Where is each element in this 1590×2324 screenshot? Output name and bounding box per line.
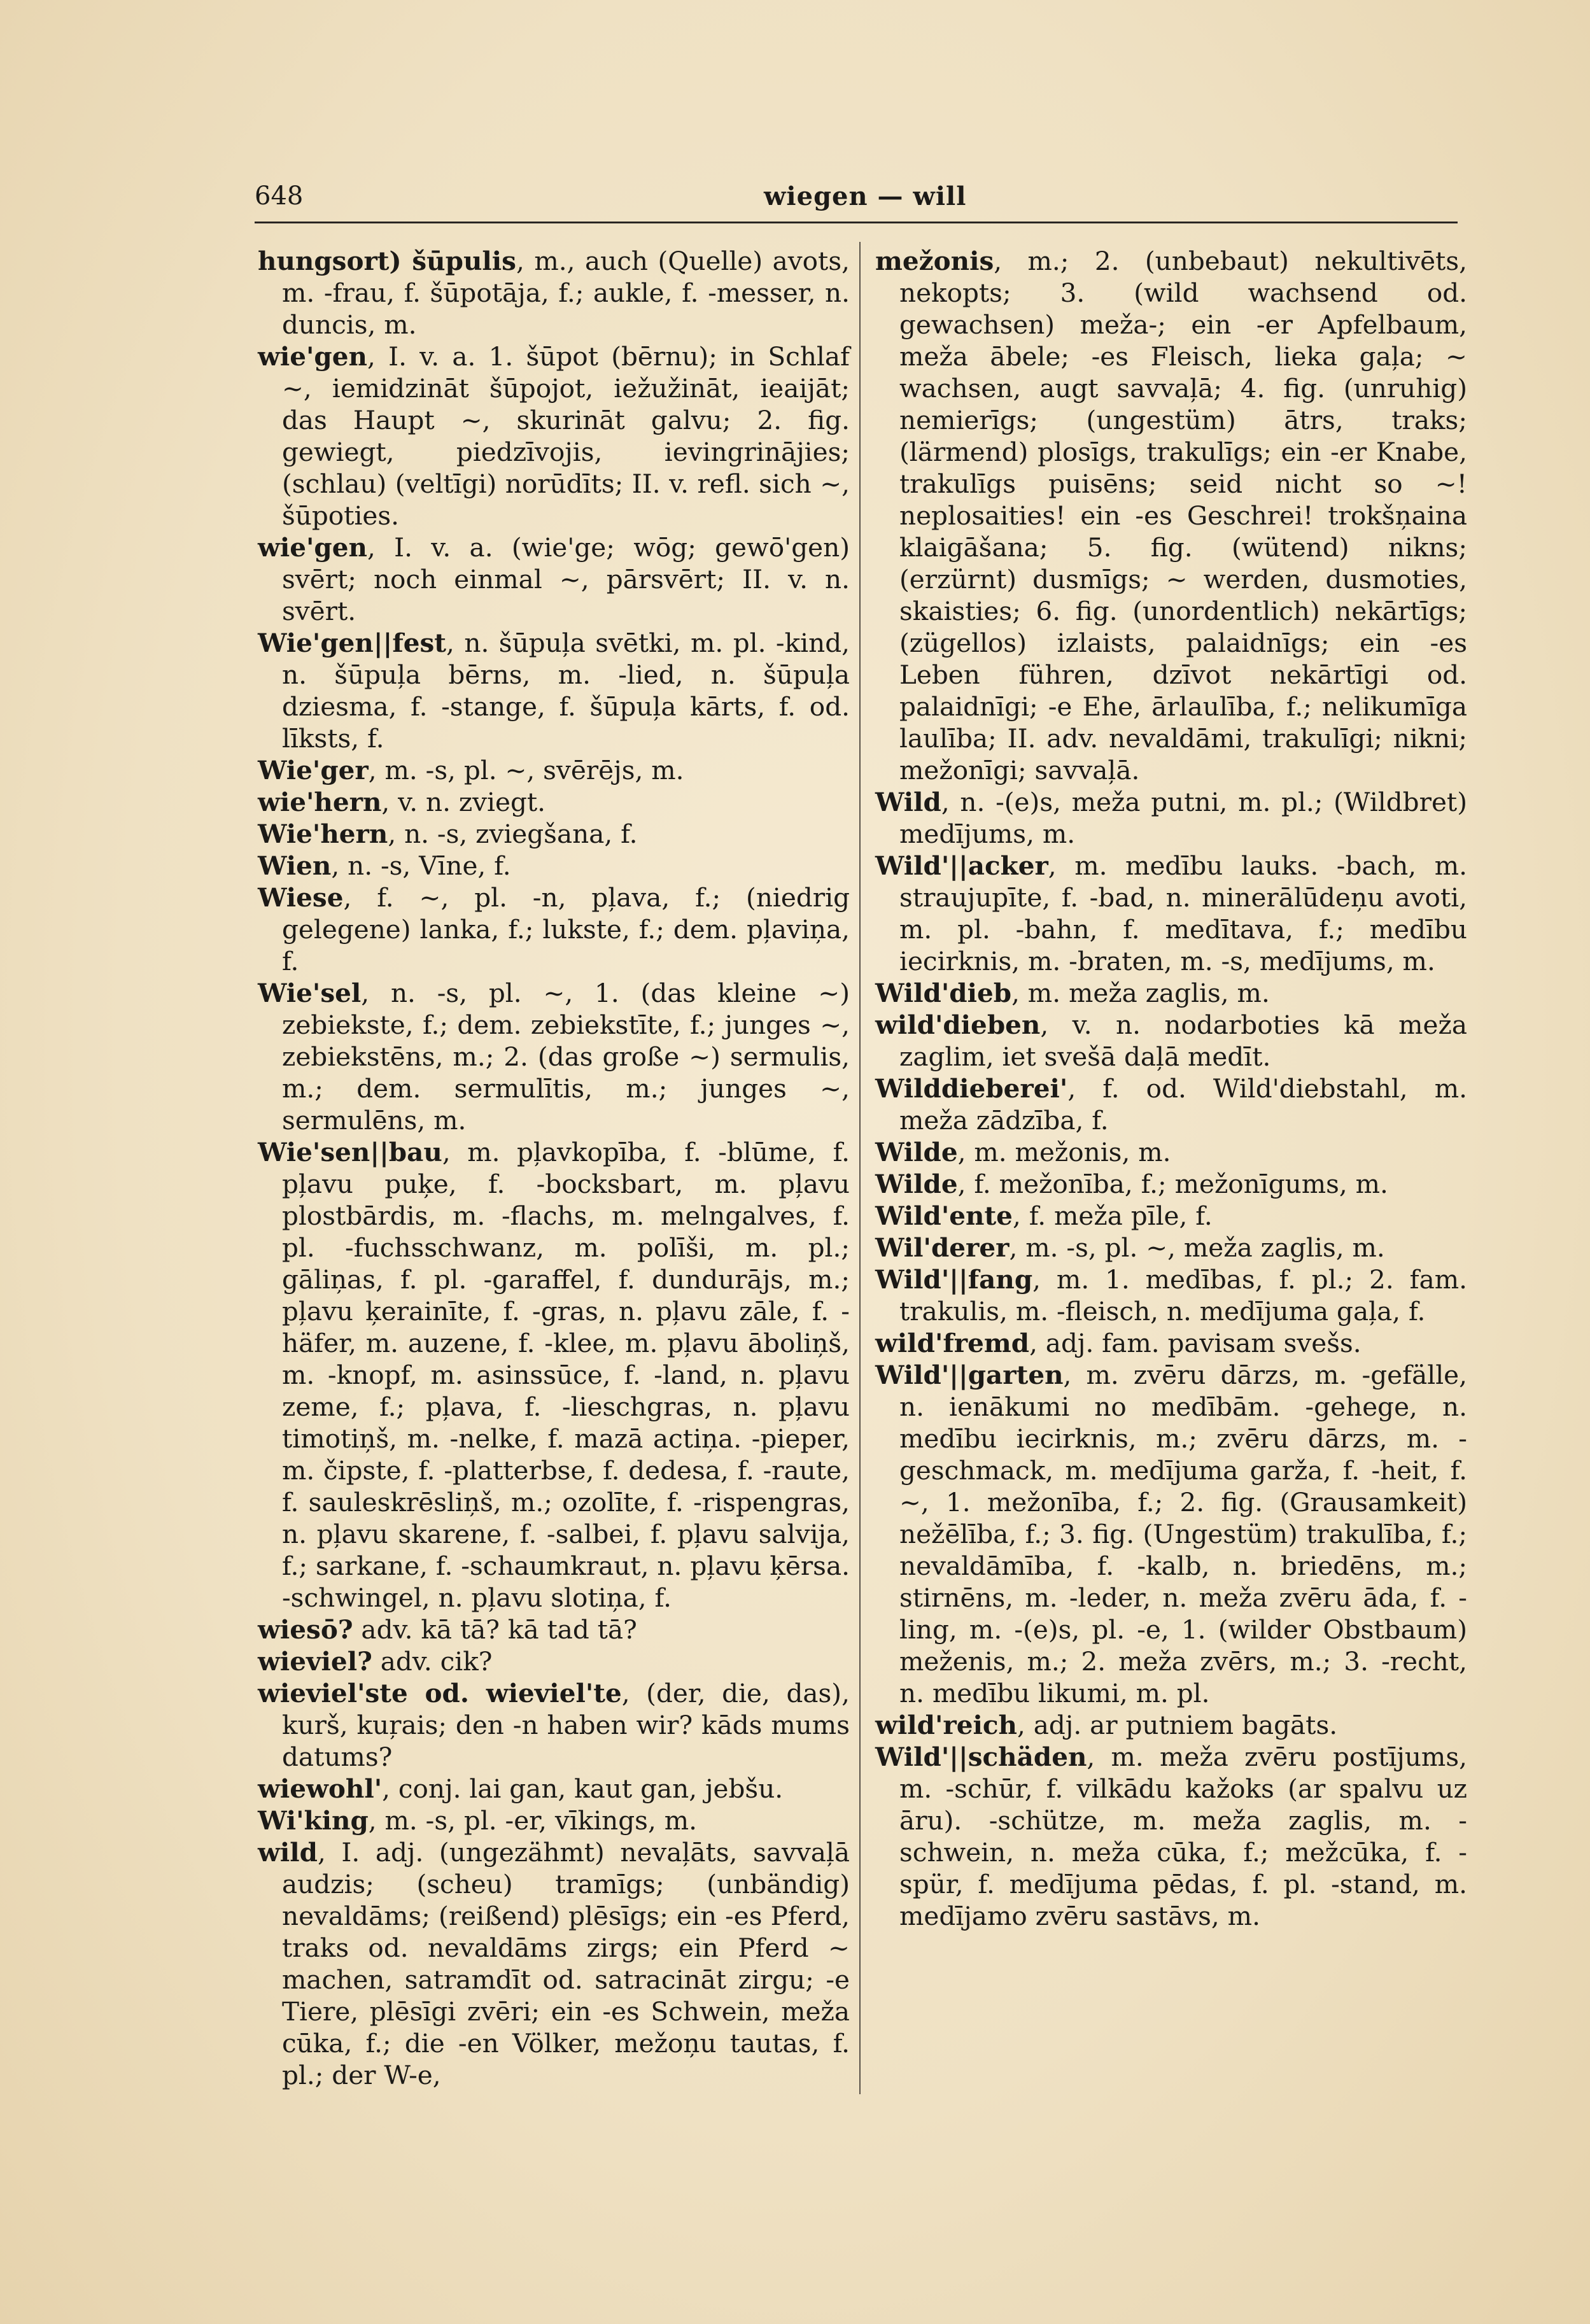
left-column	[258, 245, 850, 2155]
column-divider	[859, 242, 861, 2094]
page-header	[255, 181, 1458, 226]
dictionary-entry: hungsort) šūpulis, m., auch (Quelle) avots, m. -frau, f. šūpotāja, f.; aukle, f. -messer, n. duncis, m.	[258, 246, 850, 340]
dictionary-entry: Wiese, f. ~, pl. -n, pļava, f.; (niedrig gelegene) lanka, f.; lukste, f.; dem. pļaviņa, f.	[258, 882, 850, 976]
dictionary-entry: Wilde, f. mežonība, f.; mežonīgums, m.	[875, 1169, 1388, 1199]
right-column	[875, 245, 1467, 2155]
dictionary-entry: wild'fremd, adj. fam. pavisam svešs.	[875, 1328, 1361, 1358]
dictionary-entry: wie'gen, I. v. a. 1. šūpot (bērnu); in Schlaf ~, iemidzināt šūpojot, iežužināt, ieaijāt; das Haupt ~, skurināt galvu; 2. fig. gewiegt, piedzīvojis, ievingrinājies; (schlau) (veltīgi) norūdīts; II. v. refl. sich ~, šūpoties.	[258, 341, 850, 531]
dictionary-entry: Wild'||acker, m. medību lauks. -bach, m. straujupīte, f. -bad, n. minerālūdeņu avoti, m. pl. -bahn, f. medītava, f.; medību iecirknis, m. -braten, m. -s, medījums, m.	[875, 850, 1467, 976]
dictionary-entry: Wie'gen||fest, n. šūpuļa svētki, m. pl. -kind, n. šūpuļa bērns, m. -lied, n. šūpuļa dziesma, f. -stange, f. šūpuļa kārts, f. od. līksts, f.	[258, 628, 850, 754]
dictionary-entry: Wie'hern, n. -s, zviegšana, f.	[258, 819, 638, 849]
dictionary-entry: Wie'sel, n. -s, pl. ~, 1. (das kleine ~) zebiekste, f.; dem. zebiekstīte, f.; junges ~, zebiekstēns, m.; 2. (das große ~) sermulis, m.; dem. sermulītis, m.; junges ~, sermulēns, m.	[258, 978, 850, 1136]
dictionary-entry: wild, I. adj. (ungezähmt) nevaļāts, savvaļā audzis; (scheu) tramīgs; (unbändig) nevaldāms; (reißend) plēsīgs; ein -es Pferd, traks od. nevaldāms zirgs; ein Pferd ~ machen, satramdīt od. satracināt zirgu; -e Tiere, plēsīgi zvēri; ein -es Schwein, meža cūka, f.; die -en Völker, mežoņu tautas, f. pl.; der W-e,	[258, 1837, 850, 2090]
dictionary-entry: wiesō? adv. kā tā? kā tad tā?	[258, 1614, 637, 1645]
dictionary-entry: Wild, n. -(e)s, meža putni, m. pl.; (Wildbret) medījums, m.	[875, 787, 1467, 849]
page-number: 648	[255, 181, 304, 211]
header-rule	[255, 222, 1458, 223]
dictionary-entry: Wild'dieb, m. meža zaglis, m.	[875, 978, 1270, 1008]
dictionary-entry: wieviel'ste od. wieviel'te, (der, die, das), kurš, kuŗais; den -n haben wir? kāds mums datums?	[258, 1678, 850, 1772]
dictionary-entry: wild'reich, adj. ar putniem bagāts.	[875, 1710, 1338, 1740]
dictionary-entry: Wild'||fang, m. 1. medības, f. pl.; 2. fam. trakulis, m. -fleisch, n. medījuma gaļa, f.	[875, 1264, 1467, 1327]
dictionary-entry: Wild'||schäden, m. meža zvēru postījums, m. -schūr, f. vilkādu kažoks (ar spalvu uz āru). -schütze, m. meža zaglis, m. -schwein, n. meža cūka, f.; mežcūka, f. -spür, f. medījuma pēdas, f. pl. -stand, m. medījamo zvēru sastāvs, m.	[875, 1742, 1467, 1931]
dictionary-entry: wie'gen, I. v. a. (wie'ge; wōg; gewō'gen) svērt; noch einmal ~, pārsvērt; II. v. n. svērt.	[258, 532, 850, 626]
running-head: wiegen — will	[764, 181, 967, 211]
dictionary-entry: Wild'ente, f. meža pīle, f.	[875, 1201, 1213, 1231]
dictionary-entry: mežonis, m.; 2. (unbebaut) nekultivēts, nekopts; 3. (wild wachsend od. gewachsen) meža-; ein -er Apfelbaum, meža ābele; -es Fleisch, lieka gaļa; ~ wachsen, augt savvaļā; 4. fig. (unruhig) nemierīgs; (ungestüm) ātrs, traks; (lärmend) plosīgs, trakulīgs; ein -er Knabe, trakulīgs puisēns; seid nicht so ~! neplosaities! ein -es Geschrei! trokšņaina klaigāšana; 5. fig. (wütend) nikns; (erzürnt) dusmīgs; ~ werden, dusmoties, skaisties; 6. fig. (unordentlich) nekārtīgs; (zügellos) izlaists, palaidnīgs; ein -es Leben führen, dzīvot nekārtīgi od. palaidnīgi; -e Ehe, ārlaulība, f.; nelikumīga laulība; II. adv. nevaldāmi, trakulīgi; nikni; mežonīgi; savvaļā.	[875, 246, 1467, 785]
dictionary-entry: wild'dieben, v. n. nodarboties kā meža zaglim, iet svešā daļā medīt.	[875, 1010, 1467, 1072]
dictionary-entry: Wild'||garten, m. zvēru dārzs, m. -gefälle, n. ienākumi no medībām. -gehege, n. medību iecirknis, m.; zvēru dārzs, m. -geschmack, m. medījuma garža, f. -heit, f. ~, 1. mežonība, f.; 2. fig. (Grausamkeit) nežēlība, f.; 3. fig. (Ungestüm) trakulība, f.; nevaldāmība, f. -kalb, n. briedēns, m.; stirnēns, m. -leder, n. meža zvēru āda, f. -ling, m. -(e)s, pl. -e, 1. (wilder Obstbaum) meženis, m.; 2. meža zvērs, m.; 3. -recht, n. medību likumi, m. pl.	[875, 1360, 1467, 1708]
dictionary-entry: Wie'sen||bau, m. pļavkopība, f. -blūme, f. pļavu puķe, f. -bocksbart, m. pļavu plostbārdis, m. -flachs, m. melngalves, f. pl. -fuchsschwanz, m. polīši, m. pl.; gāliņas, f. pl. -garaffel, f. dundurājs, m.; pļavu ķerainīte, f. -gras, n. pļavu zāle, f. -häfer, m. auzene, f. -klee, m. pļavu āboliņš, m. -knopf, m. asinssūce, f. -land, n. pļavu zeme, f.; pļava, f. -lieschgras, n. pļavu timotiņš, m. -nelke, f. mazā actiņa. -pieper, m. čipste, f. -platterbse, f. dedesa, f. -raute, f. sauleskrēsliņš, m.; ozolīte, f. -rispengras, n. pļavu skarene, f. -salbei, f. pļavu salvija, f.; sarkane, f. -schaumkraut, n. pļavu ķērsa. -schwingel, n. pļavu slotiņa, f.	[258, 1137, 850, 1613]
dictionary-entry: Wil'derer, m. -s, pl. ~, meža zaglis, m.	[875, 1232, 1385, 1263]
dictionary-entry: Wi'king, m. -s, pl. -er, vīkings, m.	[258, 1805, 697, 1836]
dictionary-entry: wiewohl', conj. lai gan, kaut gan, jebšu.	[258, 1773, 784, 1804]
dictionary-entry: wieviel? adv. cik?	[258, 1646, 493, 1677]
dictionary-entry: Wilde, m. mežonis, m.	[875, 1137, 1171, 1167]
dictionary-entry: wie'hern, v. n. zviegt.	[258, 787, 546, 817]
dictionary-entry: Wien, n. -s, Vīne, f.	[258, 850, 511, 881]
dictionary-entry: Wilddieberei', f. od. Wild'diebstahl, m. meža zādzība, f.	[875, 1073, 1467, 1136]
dictionary-entry: Wie'ger, m. -s, pl. ~, svērējs, m.	[258, 755, 684, 785]
